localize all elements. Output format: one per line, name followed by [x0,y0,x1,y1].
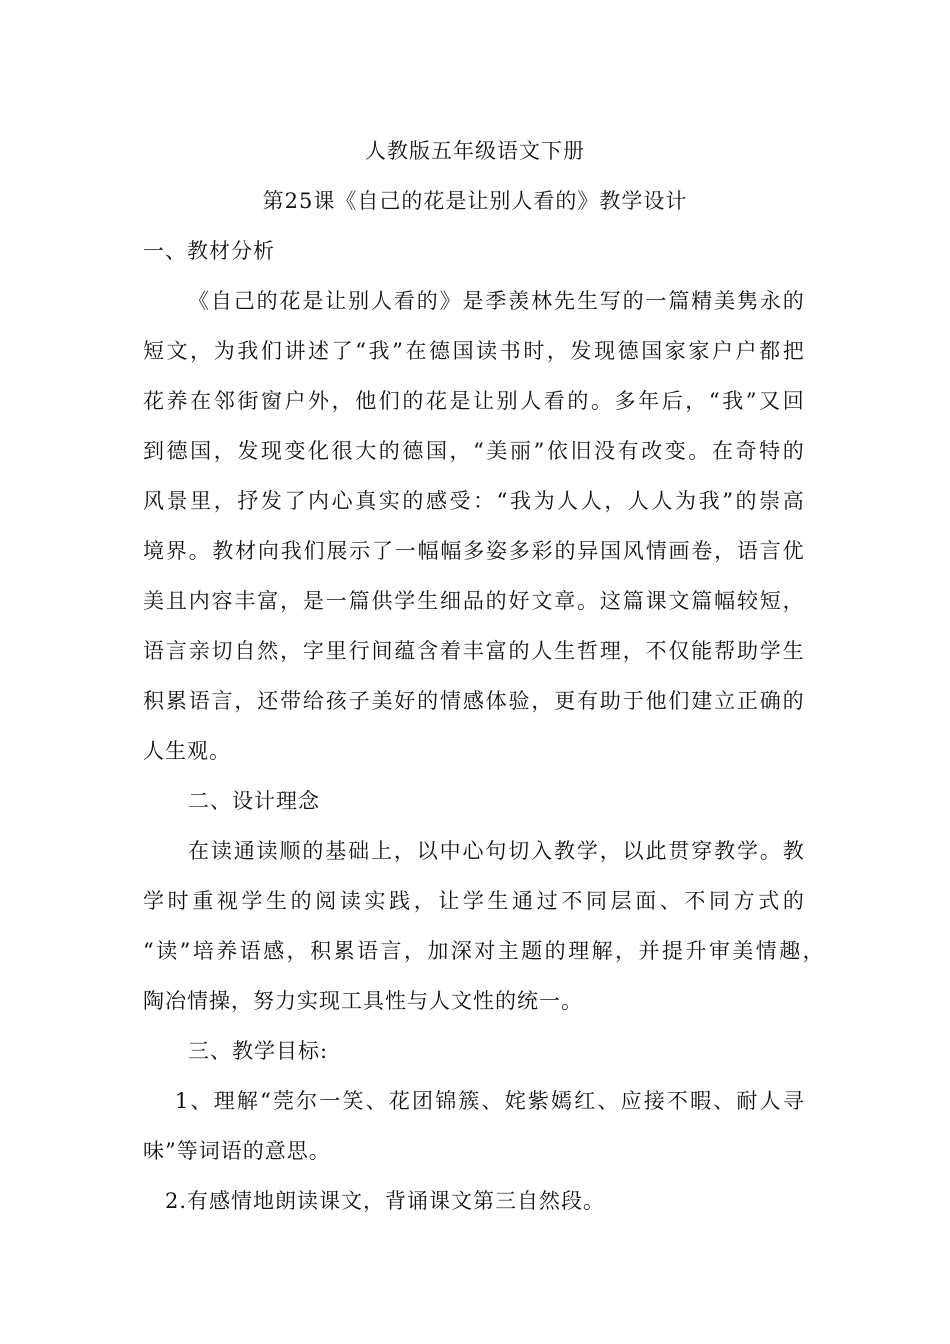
paragraph-line: 境 界 。 教 材 向 我 们 展 示 了 一 幅 幅 多 姿 多 彩 的 异 国 风 情 画 卷 ， 语 言 优 [143,539,805,563]
paragraph-line: 语 言 亲 切 自 然 ， 字 里 行 间 蕴 含 着 丰 富 的 人 生 哲 理 ， 不 仅 能 帮 助 学 生 [143,639,805,663]
paragraph-line: 陶冶情操，努力实现工具性与人文性的统一。 [143,989,583,1013]
paragraph-line: 《 自 己 的 花 是 让 别 人 看 的 》 是 季 羡 林 先 生 写 的 一 篇 精 美 隽 永 的 [188,289,805,313]
paragraph-line: 短 文 ， 为 我 们 讲 述 了 “ 我 ” 在 德 国 读 书 时 ， 发 现 德 国 家 家 户 户 都 把 [143,339,805,363]
section-heading-teaching-goals: 三、教学目标: [188,1039,329,1063]
paragraph-line: 积 累 语 言 ， 还 带 给 孩 子 美 好 的 情 感 体 验 ， 更 有 助 于 他 们 建 立 正 确 的 [143,689,805,713]
paragraph-line: 到 德 国 ， 发 现 变 化 很 大 的 德 国 ， “ 美 丽 ” 依 旧 没 有 改 变 。 在 奇 特 的 [143,439,805,463]
goal-item: 1 、 理 解 “ 莞 尔 一 笑 、 花 团 锦 簇 、 姹 紫 嫣 红 、 应 接 不 暇 、 耐 人 寻 [175,1089,805,1113]
goal-item: 2.有感情地朗读课文，背诵课文第三自然段。 [165,1189,606,1213]
paragraph-line: 学 时 重 视 学 生 的 阅 读 实 践 ， 让 学 生 通 过 不 同 层 面 、 不 同 方 式 的 [143,889,805,913]
paragraph-line: 风 景 里 ， 抒 发 了 内 心 真 实 的 感 受 ： “ 我 为 人 人 ， 人 人 为 我 ” 的 崇 高 [143,489,805,513]
paragraph-line: 在 读 通 读 顺 的 基 础 上 ， 以 中 心 句 切 入 教 学 ， 以 此 贯 穿 教 学 。 教 [188,839,805,863]
section-heading-design-concept: 二、设计理念 [188,789,320,813]
paragraph-line: 人生观。 [143,739,231,763]
paragraph-line: “ 读 ” 培 养 语 感 ， 积 累 语 言 ， 加 深 对 主 题 的 理 解 ， 并 提 升 审 美 情 趣 ， [143,939,825,963]
document-subtitle: 第25课《自己的花是让别人看的》教学设计 [262,189,688,213]
section-heading-materials: 一、教材分析 [143,239,275,263]
goal-item-continuation: 味”等词语的意思。 [143,1139,331,1163]
paragraph-line: 美 且 内 容 丰 富 ， 是 一 篇 供 学 生 细 品 的 好 文 章 。 这 篇 课 文 篇 幅 较 短 ， [143,589,805,613]
paragraph-line: 花 养 在 邻 街 窗 户 外 ， 他 们 的 花 是 让 别 人 看 的 。 多 年 后 ， “ 我 ” 又 回 [143,389,805,413]
document-title: 人教版五年级语文下册 [365,139,585,163]
